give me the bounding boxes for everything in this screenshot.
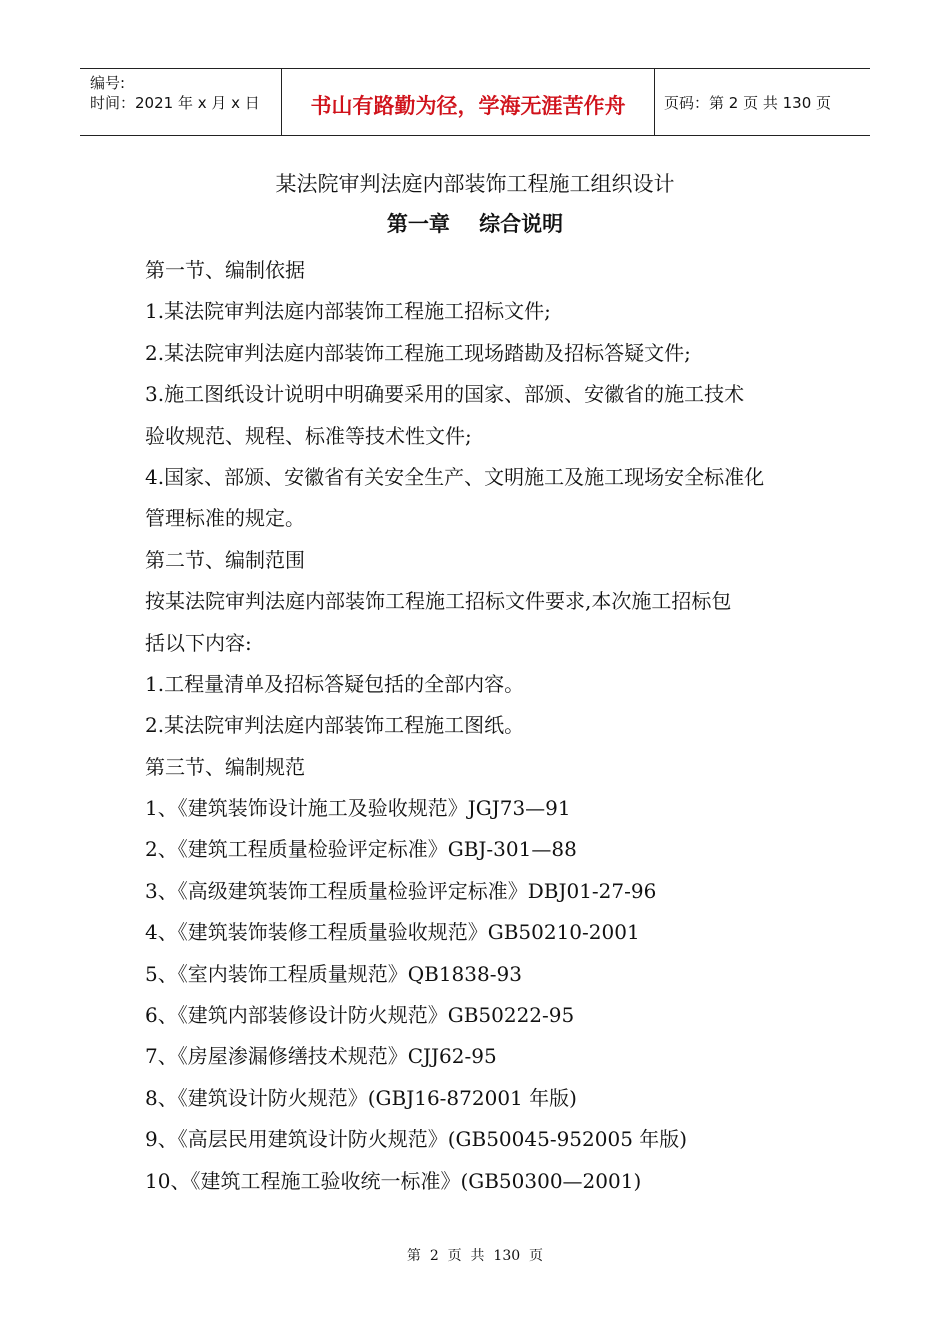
body-line: 验收规范、规程、标准等技术性文件; <box>145 423 472 448</box>
header-motto: 书山有路勤为径，学海无涯苦作舟 <box>282 69 655 135</box>
standard-item: 9、《高层民用建筑设计防火规范》(GB50045-952005 年版) <box>145 1127 688 1152</box>
standard-item: 2、《建筑工程质量检验评定标准》GBJ-301—88 <box>145 837 577 862</box>
body-line: 2.某法院审判法庭内部装饰工程施工图纸。 <box>145 713 525 738</box>
body-line: 2.某法院审判法庭内部装饰工程施工现场踏勘及招标答疑文件; <box>145 340 691 365</box>
body-line: 1.工程量清单及招标答疑包括的全部内容。 <box>145 671 525 696</box>
body-line: 管理标准的规定。 <box>145 506 305 531</box>
document-date: 时间：2021 年 x 月 x 日 <box>90 94 260 112</box>
page-header <box>80 68 870 136</box>
standard-item: 8、《建筑设计防火规范》(GBJ16-872001 年版) <box>145 1085 577 1110</box>
standard-item: 5、《室内装饰工程质量规范》QB1838-93 <box>145 961 522 986</box>
section-heading: 第三节、编制规范 <box>145 754 305 779</box>
header-page-info: 页码：第 2 页 共 130 页 <box>664 93 832 112</box>
standard-item: 1、《建筑装饰设计施工及验收规范》JGJ73—91 <box>145 796 571 821</box>
document-number-label: 编号: <box>90 74 126 92</box>
body-line: 3.施工图纸设计说明中明确要采用的国家、部颁、安徽省的施工技术 <box>145 382 745 407</box>
document-title: 某法院审判法庭内部装饰工程施工组织设计 <box>275 172 675 196</box>
standard-item: 4、《建筑装饰装修工程质量验收规范》GB50210-2001 <box>145 920 640 945</box>
standard-item: 3、《高级建筑装饰工程质量检验评定标准》DBJ01-27-96 <box>145 878 657 903</box>
standard-item: 7、《房屋渗漏修缮技术规范》CJJ62-95 <box>145 1044 497 1069</box>
page-footer: 第 2 页 共 130 页 <box>406 1248 544 1264</box>
chapter-heading: 第一章 综合说明 <box>386 212 564 236</box>
standard-item: 6、《建筑内部装修设计防火规范》GB50222-95 <box>145 1003 575 1028</box>
standard-item: 10、《建筑工程施工验收统一标准》(GB50300—2001) <box>145 1168 642 1193</box>
section-heading: 第二节、编制范围 <box>145 547 305 572</box>
section-heading: 第一节、编制依据 <box>145 258 305 282</box>
body-line: 4.国家、部颁、安徽省有关安全生产、文明施工及施工现场安全标准化 <box>145 464 765 489</box>
body-line: 按某法院审判法庭内部装饰工程施工招标文件要求,本次施工招标包 <box>145 589 732 614</box>
header-meta <box>80 69 282 135</box>
body-line: 括以下内容: <box>145 630 252 655</box>
document-body <box>145 250 815 1202</box>
body-line: 1.某法院审判法庭内部装饰工程施工招标文件; <box>145 299 551 324</box>
